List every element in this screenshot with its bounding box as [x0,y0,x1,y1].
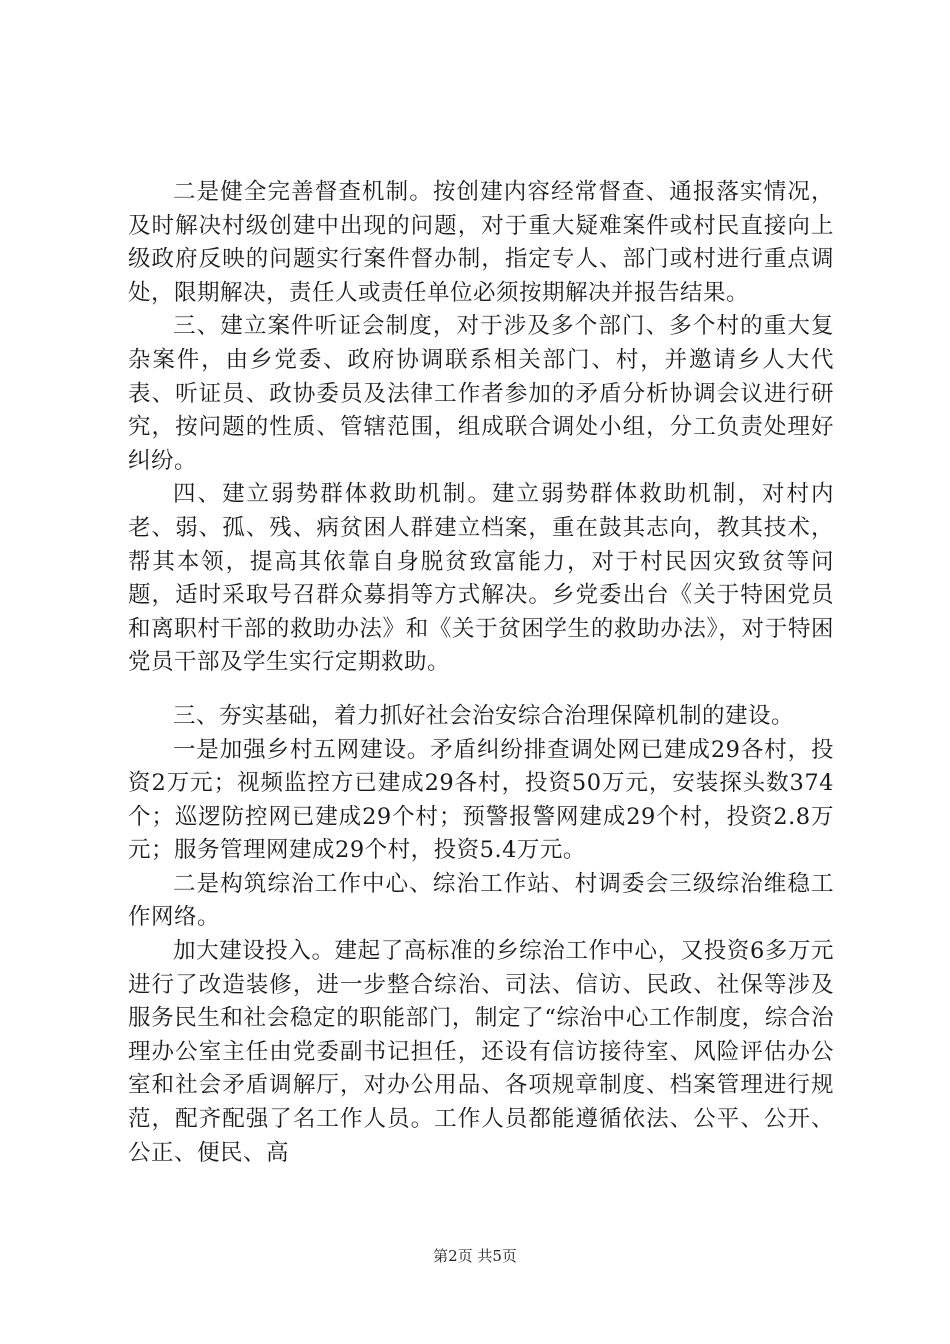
paragraph-hearing-system: 三、建立案件听证会制度，对于涉及多个部门、多个村的重大复杂案件，由乡党委、政府协调联系相关部门、村，并邀请乡人大代表、听证员、政协委员及法律工作者参加的矛盾分析协调会议进行研究，按问题的性质、管辖范围，组成联合调处小组，分工负责处理好纠纷。 [128,313,834,474]
paragraph-vulnerable-groups-aid: 四、建立弱势群体救助机制。建立弱势群体救助机制，对村内老、弱、孤、残、病贫困人群建立档案，重在鼓其志向，教其技术，帮其本领，提高其依靠自身脱贫致富能力，对于村民因灾致贫等问题，适时采取号召群众募捐等方式解决。乡党委出台《关于特困党员和离职村干部的救助办法》和《关于贫困学生的救助办法》，对于特困党员干部及学生实行定期救助。 [128,481,834,676]
paragraph-five-networks: 一是加强乡村五网建设。矛盾纠纷排查调处网已建成29各村，投资2万元；视频监控方已建成29各村，投资50万元，安装探头数374个；巡逻防控网已建成29个村；预警报警网建成29个村，投资2.8万元；服务管理网建成29个村，投资5.4万元。 [128,736,834,864]
paragraph-three-level-network: 二是构筑综治工作中心、综治工作站、村调委会三级综治维稳工作网络。 [128,870,834,931]
paragraph-construction-investment: 加大建设投入。建起了高标准的乡综治工作中心，又投资6多万元进行了改造装修，进一步整合综治、司法、信访、民政、社保等涉及服务民生和社会稳定的职能部门，制定了“综治中心工作制度，综合治理办公室主任由党委副书记担任，还设有信访接待室、风险评估办公室和社会矛盾调解厅，对办公用品、各项规章制度、档案管理进行规范，配齐配强了名工作人员。工作人员都能遵循依法、公平、公开、公正、便民、高 [128,938,834,1166]
page-number-footer: 第2页 共5页 [433,1247,517,1265]
paragraph-spacer [128,680,834,700]
document-body [128,176,834,1170]
paragraph-supervision-mechanism: 二是健全完善督查机制。按创建内容经常督查、通报落实情况，及时解决村级创建中出现的问题，对于重大疑难案件或村民直接向上级政府反映的问题实行案件督办制，指定专人、部门或村进行重点调处，限期解决，责任人或责任单位必须按期解决并报告结果。 [128,179,834,306]
section-heading-foundation: 三、夯实基础，着力抓好社会治安综合治理保障机制的建设。 [173,702,795,729]
